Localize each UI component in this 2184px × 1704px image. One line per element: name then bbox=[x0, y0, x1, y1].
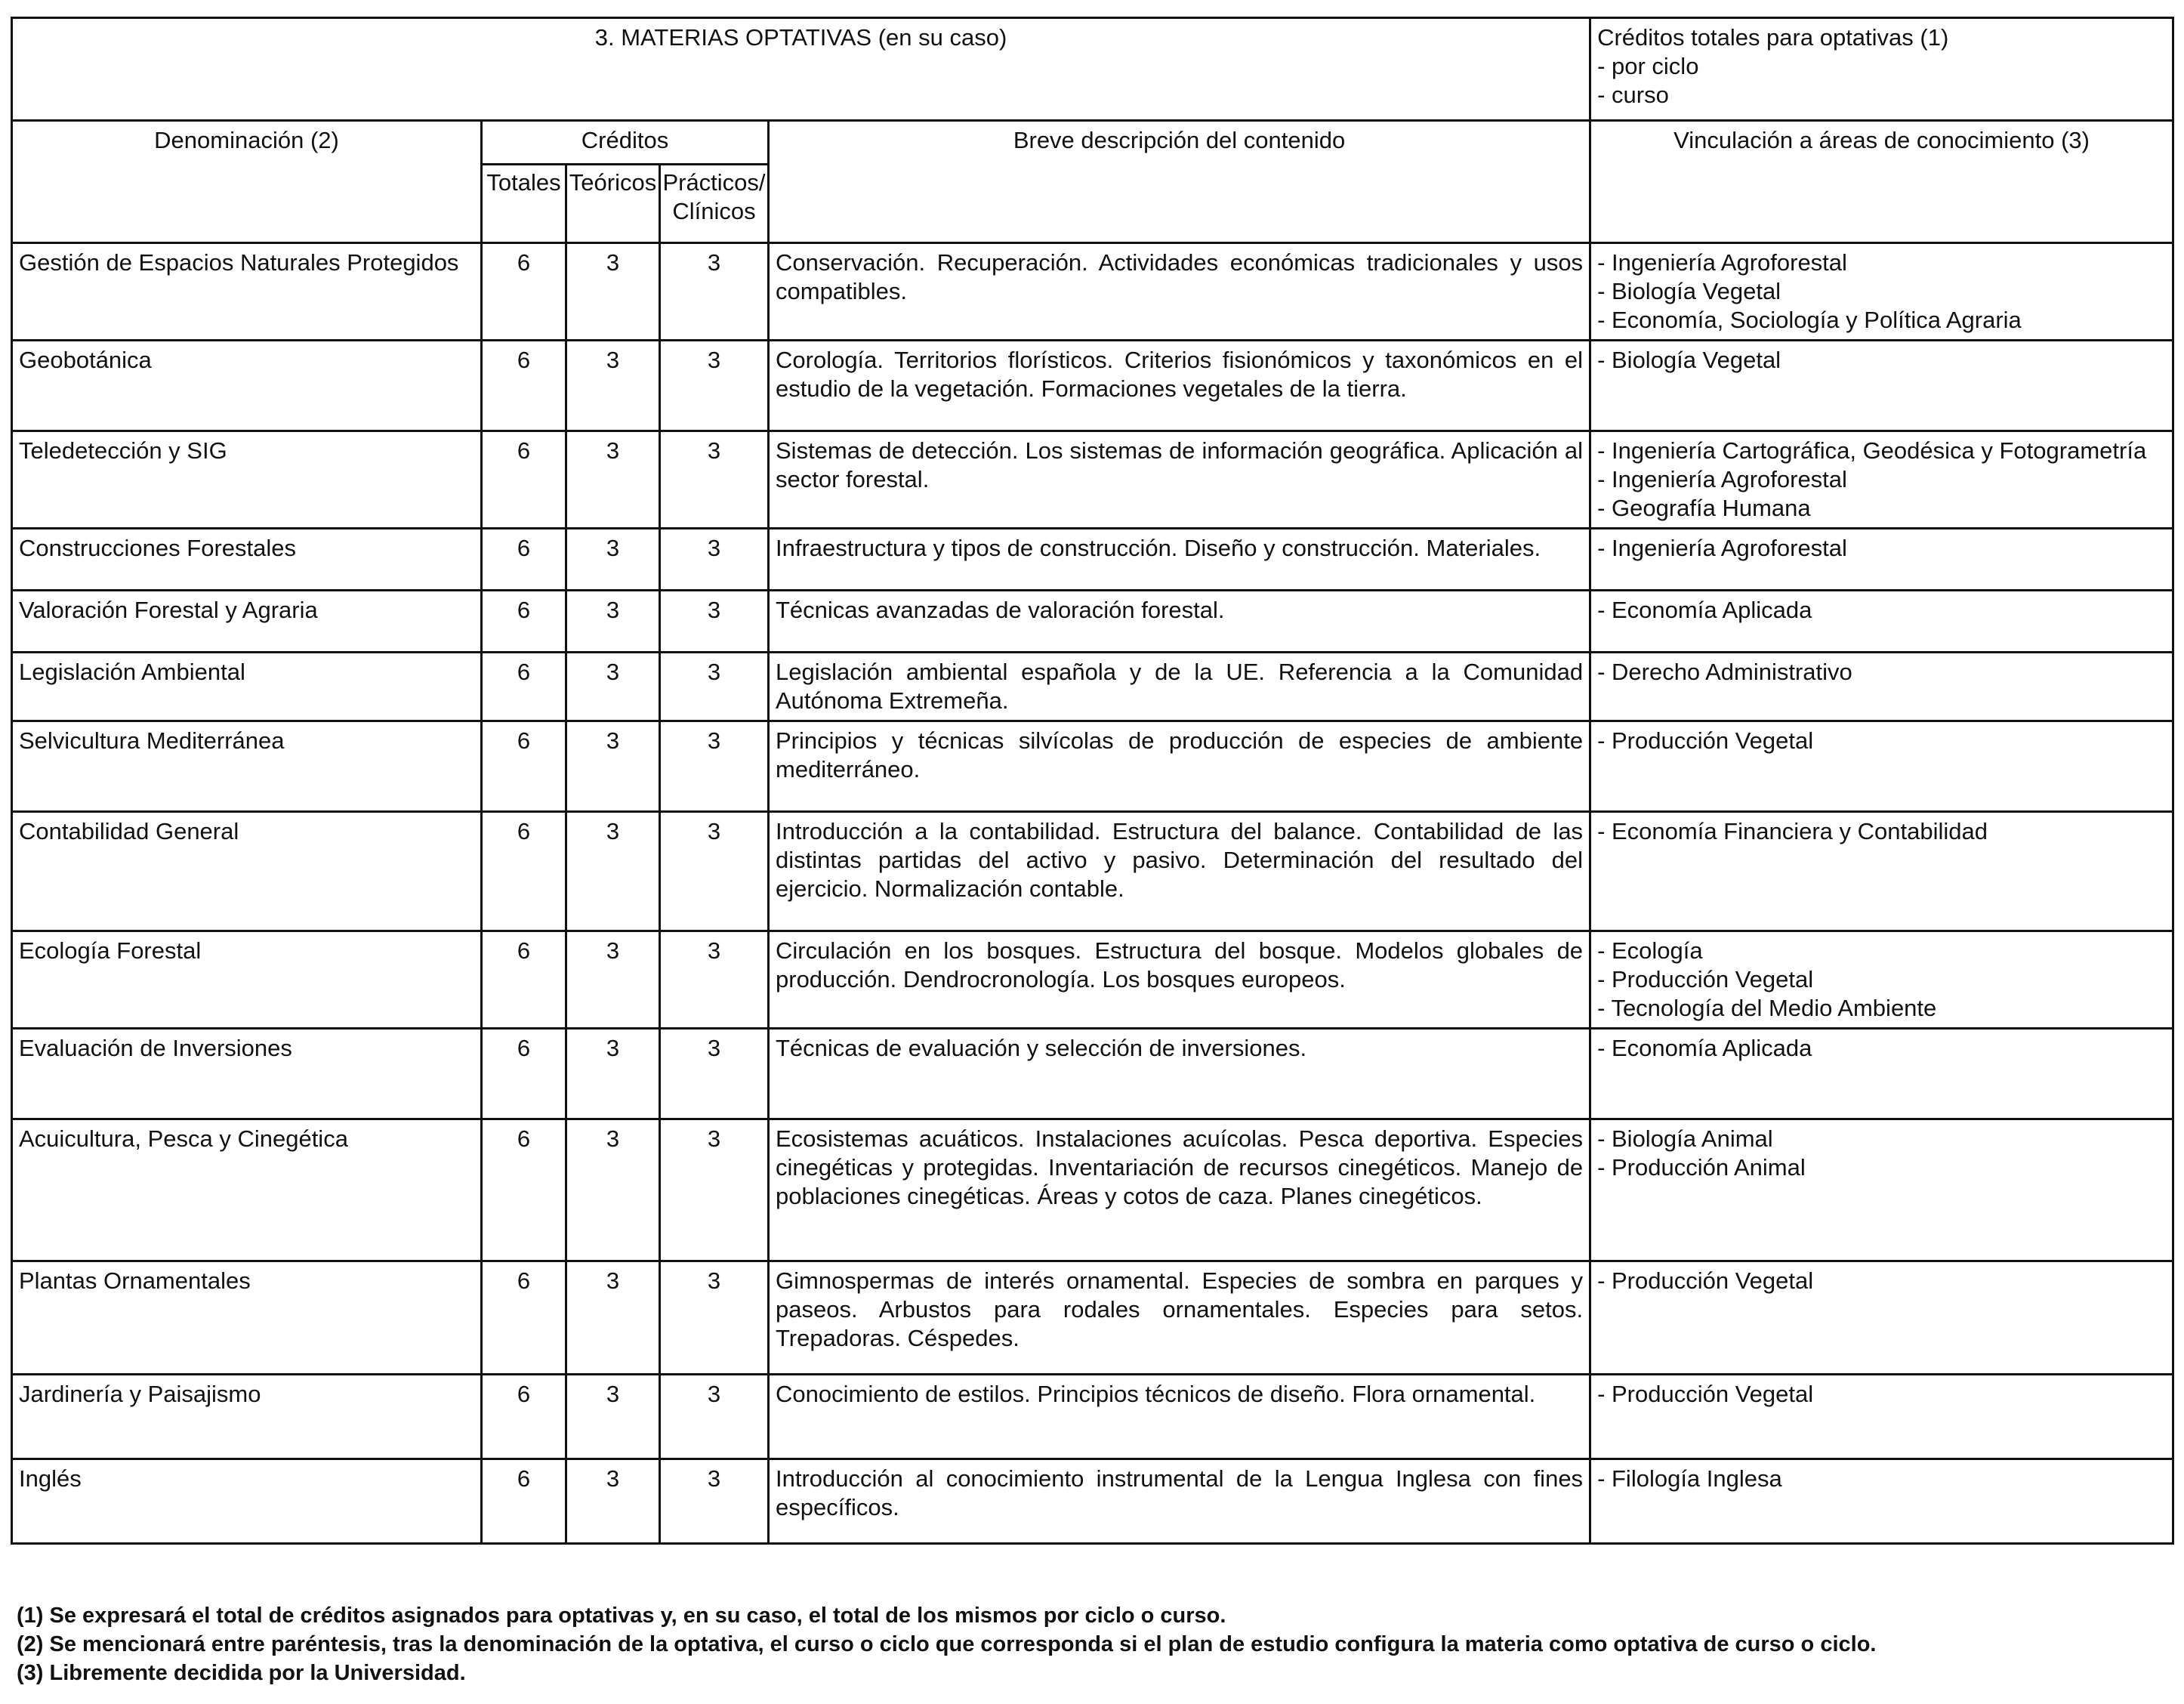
knowledge-areas bbox=[1590, 1375, 2173, 1459]
knowledge-areas bbox=[1590, 243, 2173, 341]
knowledge-area: - Producción Vegetal bbox=[1597, 1267, 1814, 1294]
knowledge-area: - Ingeniería Agroforestal bbox=[1597, 466, 1847, 492]
knowledge-area: - Ingeniería Cartográfica, Geodésica y Fotogrametría bbox=[1597, 437, 2147, 464]
knowledge-area: - Biología Vegetal bbox=[1597, 347, 1781, 373]
credits-practicos: 3 bbox=[660, 1459, 769, 1544]
subject-description: Infraestructura y tipos de construcción. Diseño y construcción. Materiales. bbox=[769, 529, 1590, 591]
knowledge-area: - Ecología bbox=[1597, 937, 1703, 964]
knowledge-areas bbox=[1590, 591, 2173, 653]
knowledge-area: - Economía, Sociología y Política Agraria bbox=[1597, 307, 2022, 333]
table-row bbox=[12, 1119, 2173, 1261]
knowledge-area: - Producción Animal bbox=[1597, 1154, 1806, 1181]
credits-teoricos: 3 bbox=[566, 812, 660, 931]
credits-teoricos: 3 bbox=[566, 243, 660, 341]
subject-name: Plantas Ornamentales bbox=[12, 1261, 482, 1375]
credits-totales: 6 bbox=[482, 431, 566, 529]
table-row bbox=[12, 1029, 2173, 1119]
knowledge-area: - Producción Vegetal bbox=[1597, 966, 1814, 992]
knowledge-area: - Producción Vegetal bbox=[1597, 727, 1814, 754]
knowledge-area: - Economía Aplicada bbox=[1597, 597, 1812, 623]
credits-teoricos: 3 bbox=[566, 1029, 660, 1119]
knowledge-areas bbox=[1590, 529, 2173, 591]
credits-practicos: 3 bbox=[660, 931, 769, 1029]
credits-practicos: 3 bbox=[660, 1375, 769, 1459]
footnote: (1) Se expresará el total de créditos asignados para optativas y, en su caso, el total de los mismos por ciclo o curso. bbox=[17, 1604, 1226, 1628]
credits-teoricos: 3 bbox=[566, 931, 660, 1029]
credits-teoricos: 3 bbox=[566, 341, 660, 431]
footnotes bbox=[17, 1601, 2169, 1687]
credits-totales: 6 bbox=[482, 591, 566, 653]
credits-teoricos: 3 bbox=[566, 529, 660, 591]
header-creditos: Créditos bbox=[482, 121, 769, 165]
credits-practicos: 3 bbox=[660, 1261, 769, 1375]
knowledge-area: - Biología Vegetal bbox=[1597, 278, 1781, 304]
subject-name: Selvicultura Mediterránea bbox=[12, 721, 482, 812]
table-row bbox=[12, 341, 2173, 431]
subject-description: Ecosistemas acuáticos. Instalaciones acuícolas. Pesca deportiva. Especies cinegéticas y protegidas. Inventariación de recursos cinegéticos. Manejo de poblaciones cinegéticas. Áreas y cotos de caza. Planes cinegéticos. bbox=[769, 1119, 1590, 1261]
credits-practicos: 3 bbox=[660, 1029, 769, 1119]
credits-totales: 6 bbox=[482, 653, 566, 721]
total-credits-line: - por ciclo bbox=[1597, 53, 1699, 79]
table-row bbox=[12, 591, 2173, 653]
credits-totales: 6 bbox=[482, 812, 566, 931]
knowledge-areas bbox=[1590, 653, 2173, 721]
knowledge-area: - Economía Financiera y Contabilidad bbox=[1597, 818, 1988, 844]
credits-totales: 6 bbox=[482, 341, 566, 431]
table-row bbox=[12, 529, 2173, 591]
table-row bbox=[12, 1261, 2173, 1375]
credits-practicos: 3 bbox=[660, 341, 769, 431]
subject-name: Inglés bbox=[12, 1459, 482, 1544]
header-practicos-line: Prácticos/ bbox=[662, 169, 766, 196]
credits-totales: 6 bbox=[482, 1119, 566, 1261]
credits-totales: 6 bbox=[482, 1459, 566, 1544]
subject-name: Valoración Forestal y Agraria bbox=[12, 591, 482, 653]
knowledge-area: - Derecho Administrativo bbox=[1597, 659, 1852, 685]
knowledge-area: - Economía Aplicada bbox=[1597, 1035, 1812, 1061]
knowledge-areas bbox=[1590, 931, 2173, 1029]
total-credits-line: Créditos totales para optativas (1) bbox=[1597, 24, 1949, 51]
subject-description: Introducción a la contabilidad. Estructura del balance. Contabilidad de las distintas partidas del activo y pasivo. Determinación del resultado del ejercicio. Normalización contable. bbox=[769, 812, 1590, 931]
knowledge-area: - Geografía Humana bbox=[1597, 495, 1811, 521]
credits-totales: 6 bbox=[482, 1261, 566, 1375]
credits-practicos: 3 bbox=[660, 812, 769, 931]
header-vinculacion: Vinculación a áreas de conocimiento (3) bbox=[1590, 121, 2173, 243]
optativas-table bbox=[11, 17, 2174, 1545]
total-credits-cell bbox=[1590, 18, 2173, 121]
table-row bbox=[12, 812, 2173, 931]
knowledge-area: - Ingeniería Agroforestal bbox=[1597, 535, 1847, 561]
credits-practicos: 3 bbox=[660, 653, 769, 721]
knowledge-area: - Filología Inglesa bbox=[1597, 1465, 1782, 1492]
subject-description: Circulación en los bosques. Estructura del bosque. Modelos globales de producción. Dendrocronología. Los bosques europeos. bbox=[769, 931, 1590, 1029]
credits-totales: 6 bbox=[482, 1375, 566, 1459]
header-teoricos: Teóricos bbox=[566, 165, 660, 243]
credits-practicos: 3 bbox=[660, 591, 769, 653]
credits-teoricos: 3 bbox=[566, 721, 660, 812]
credits-totales: 6 bbox=[482, 1029, 566, 1119]
table-row bbox=[12, 1375, 2173, 1459]
knowledge-area: - Tecnología del Medio Ambiente bbox=[1597, 995, 1937, 1021]
subject-description: Sistemas de detección. Los sistemas de información geográfica. Aplicación al sector forestal. bbox=[769, 431, 1590, 529]
total-credits-line: - curso bbox=[1597, 82, 1669, 108]
knowledge-areas bbox=[1590, 1459, 2173, 1544]
subject-description: Conservación. Recuperación. Actividades económicas tradicionales y usos compatibles. bbox=[769, 243, 1590, 341]
knowledge-areas bbox=[1590, 1119, 2173, 1261]
credits-practicos: 3 bbox=[660, 529, 769, 591]
subject-name: Construcciones Forestales bbox=[12, 529, 482, 591]
subject-description: Legislación ambiental española y de la UE. Referencia a la Comunidad Autónoma Extremeña. bbox=[769, 653, 1590, 721]
table-row bbox=[12, 243, 2173, 341]
subject-name: Gestión de Espacios Naturales Protegidos bbox=[12, 243, 482, 341]
knowledge-areas bbox=[1590, 1261, 2173, 1375]
knowledge-area: - Biología Animal bbox=[1597, 1125, 1773, 1152]
subject-name: Legislación Ambiental bbox=[12, 653, 482, 721]
credits-practicos: 3 bbox=[660, 721, 769, 812]
knowledge-area: - Ingeniería Agroforestal bbox=[1597, 249, 1847, 276]
knowledge-areas bbox=[1590, 341, 2173, 431]
knowledge-area: - Producción Vegetal bbox=[1597, 1381, 1814, 1407]
credits-teoricos: 3 bbox=[566, 1459, 660, 1544]
section-title: 3. MATERIAS OPTATIVAS (en su caso) bbox=[12, 18, 1590, 121]
table-row bbox=[12, 431, 2173, 529]
subject-name: Ecología Forestal bbox=[12, 931, 482, 1029]
footnote: (2) Se mencionará entre paréntesis, tras la denominación de la optativa, el curso o ciclo que corresponda si el plan de estudio configura la materia como optativa de curso o ciclo. bbox=[17, 1632, 1877, 1656]
subject-description: Corología. Territorios florísticos. Criterios fisionómicos y taxonómicos en el estudio de la vegetación. Formaciones vegetales de la tierra. bbox=[769, 341, 1590, 431]
subject-description: Técnicas de evaluación y selección de inversiones. bbox=[769, 1029, 1590, 1119]
subject-name: Acuicultura, Pesca y Cinegética bbox=[12, 1119, 482, 1261]
subject-name: Contabilidad General bbox=[12, 812, 482, 931]
credits-practicos: 3 bbox=[660, 431, 769, 529]
credits-totales: 6 bbox=[482, 529, 566, 591]
credits-teoricos: 3 bbox=[566, 653, 660, 721]
credits-totales: 6 bbox=[482, 931, 566, 1029]
subject-name: Evaluación de Inversiones bbox=[12, 1029, 482, 1119]
header-descripcion: Breve descripción del contenido bbox=[769, 121, 1590, 243]
subject-name: Geobotánica bbox=[12, 341, 482, 431]
subject-description: Técnicas avanzadas de valoración forestal. bbox=[769, 591, 1590, 653]
table-row bbox=[12, 1459, 2173, 1544]
header-practicos bbox=[660, 165, 769, 243]
subject-name: Jardinería y Paisajismo bbox=[12, 1375, 482, 1459]
credits-teoricos: 3 bbox=[566, 1375, 660, 1459]
knowledge-areas bbox=[1590, 431, 2173, 529]
table-row bbox=[12, 931, 2173, 1029]
credits-practicos: 3 bbox=[660, 1119, 769, 1261]
subject-description: Principios y técnicas silvícolas de producción de especies de ambiente mediterráneo. bbox=[769, 721, 1590, 812]
knowledge-areas bbox=[1590, 721, 2173, 812]
credits-practicos: 3 bbox=[660, 243, 769, 341]
subject-description: Gimnospermas de interés ornamental. Especies de sombra en parques y paseos. Arbustos para rodales ornamentales. Especies para setos. Trepadoras. Céspedes. bbox=[769, 1261, 1590, 1375]
table-row bbox=[12, 721, 2173, 812]
header-practicos-line: Clínicos bbox=[672, 198, 756, 224]
knowledge-areas bbox=[1590, 1029, 2173, 1119]
credits-teoricos: 3 bbox=[566, 591, 660, 653]
credits-teoricos: 3 bbox=[566, 431, 660, 529]
knowledge-areas bbox=[1590, 812, 2173, 931]
header-denominacion: Denominación (2) bbox=[12, 121, 482, 243]
footnote: (3) Libremente decidida por la Universidad. bbox=[17, 1661, 466, 1685]
credits-totales: 6 bbox=[482, 721, 566, 812]
header-totales: Totales bbox=[482, 165, 566, 243]
credits-teoricos: 3 bbox=[566, 1119, 660, 1261]
subject-name: Teledetección y SIG bbox=[12, 431, 482, 529]
table-row bbox=[12, 653, 2173, 721]
credits-totales: 6 bbox=[482, 243, 566, 341]
subject-description: Introducción al conocimiento instrumental de la Lengua Inglesa con fines específicos. bbox=[769, 1459, 1590, 1544]
credits-teoricos: 3 bbox=[566, 1261, 660, 1375]
subject-description: Conocimiento de estilos. Principios técnicos de diseño. Flora ornamental. bbox=[769, 1375, 1590, 1459]
